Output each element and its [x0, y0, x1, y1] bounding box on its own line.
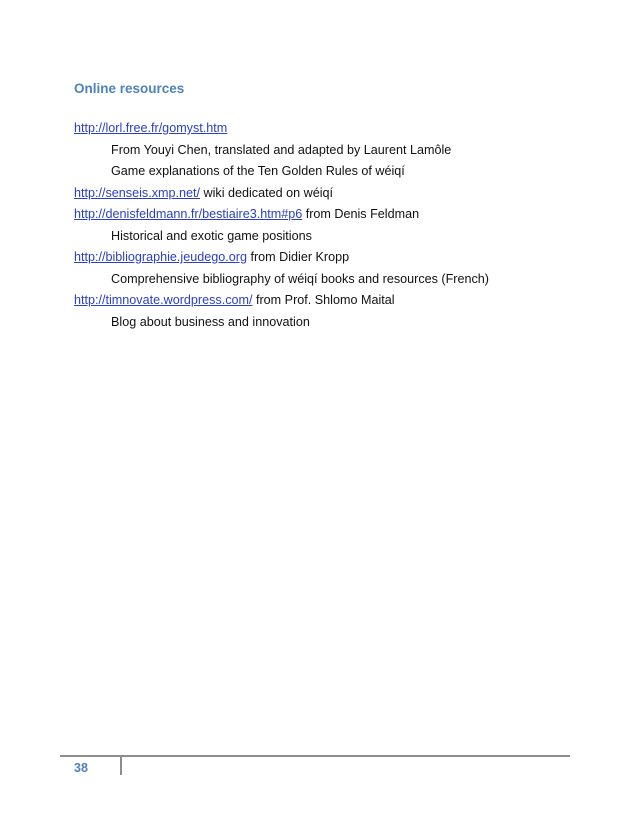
- resource-entry-bibliographie: [74, 247, 594, 269]
- resource-description: from Denis Feldman: [302, 207, 420, 221]
- link-senseis[interactable]: http://senseis.xmp.net/: [74, 185, 200, 200]
- resource-entry-senseis: [74, 183, 594, 205]
- resource-entry-lorl: [74, 118, 594, 140]
- link-timnovate[interactable]: http://timnovate.wordpress.com/: [74, 293, 253, 307]
- resource-description: from Prof. Shlomo Maital: [252, 293, 395, 307]
- resource-detail: Comprehensive bibliography of wéiqí books and resources (French): [111, 271, 490, 286]
- footer-divider: [120, 757, 122, 775]
- footer-rule: [60, 755, 570, 757]
- resource-detail: Game explanations of the Ten Golden Rules of wéiqí: [111, 164, 405, 178]
- resource-detail: From Youyi Chen, translated and adapted by Laurent Lamôle: [111, 142, 452, 157]
- resource-description: wiki dedicated on wéiqí: [200, 185, 334, 200]
- resource-entry-timnovate: [74, 290, 594, 312]
- resource-description: from Didier Kropp: [246, 250, 350, 264]
- page-number: 38: [74, 761, 88, 775]
- resource-detail: Blog about business and innovation: [111, 314, 310, 329]
- link-bibliographie[interactable]: http://bibliographie.jeudego.org: [74, 250, 247, 264]
- resource-list: [74, 118, 594, 333]
- link-denisfeldmann[interactable]: http://denisfeldmann.fr/bestiaire3.htm#p6: [74, 207, 303, 221]
- resource-detail: Historical and exotic game positions: [111, 228, 312, 243]
- resource-entry-feldmann: [74, 204, 594, 226]
- section-heading: Online resources: [74, 81, 185, 96]
- link-lorl[interactable]: http://lorl.free.fr/gomyst.htm: [74, 121, 228, 135]
